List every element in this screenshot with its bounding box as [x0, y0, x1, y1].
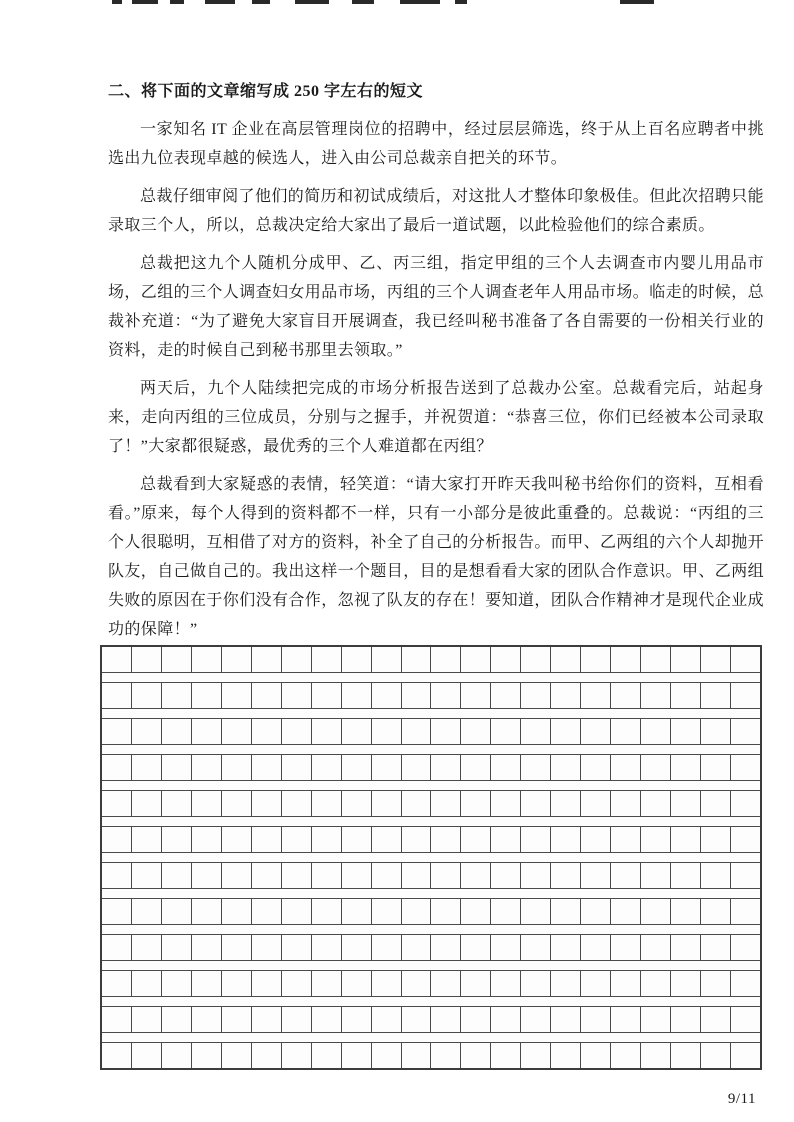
grid-cell	[701, 899, 731, 924]
grid-cell	[521, 935, 551, 960]
grid-cell	[312, 935, 342, 960]
grid-cell	[162, 863, 192, 888]
grid-gap-row	[102, 925, 760, 935]
grid-cell	[372, 1007, 402, 1032]
grid-cell	[252, 1007, 282, 1032]
grid-cell	[252, 791, 282, 816]
grid-cell	[342, 791, 372, 816]
grid-cell	[372, 1043, 402, 1068]
grid-cell	[222, 683, 252, 708]
grid-cell	[641, 647, 671, 672]
grid-cell	[461, 899, 491, 924]
grid-cell	[611, 863, 641, 888]
grid-cell	[372, 755, 402, 780]
grid-cell	[162, 647, 192, 672]
grid-cell	[402, 791, 432, 816]
grid-cell	[551, 935, 581, 960]
grid-cell	[431, 755, 461, 780]
grid-cell	[731, 827, 760, 852]
grid-cell	[132, 719, 162, 744]
grid-cell	[132, 971, 162, 996]
grid-cell	[731, 1007, 760, 1032]
grid-cell	[461, 935, 491, 960]
grid-cell	[671, 1043, 701, 1068]
grid-cell	[282, 935, 312, 960]
grid-cell	[102, 899, 132, 924]
grid-cell	[372, 827, 402, 852]
grid-cell	[731, 791, 760, 816]
grid-cell	[491, 647, 521, 672]
grid-cell	[252, 863, 282, 888]
grid-row	[102, 719, 760, 745]
grid-cell	[132, 791, 162, 816]
grid-cell	[402, 719, 432, 744]
grid-cell	[282, 1007, 312, 1032]
grid-cell	[431, 827, 461, 852]
grid-cell	[282, 719, 312, 744]
grid-gap-row	[102, 709, 760, 719]
grid-cell	[252, 935, 282, 960]
grid-cell	[222, 935, 252, 960]
grid-cell	[162, 791, 192, 816]
grid-cell	[731, 1043, 760, 1068]
grid-cell	[402, 1007, 432, 1032]
grid-cell	[162, 827, 192, 852]
grid-cell	[222, 827, 252, 852]
grid-cell	[641, 791, 671, 816]
article-paragraphs	[108, 115, 764, 644]
grid-cell	[192, 971, 222, 996]
grid-cell	[671, 827, 701, 852]
grid-cell	[491, 1007, 521, 1032]
grid-gap-row	[102, 853, 760, 863]
grid-cell	[372, 935, 402, 960]
grid-cell	[102, 827, 132, 852]
grid-cell	[222, 863, 252, 888]
grid-row	[102, 1043, 760, 1068]
grid-row	[102, 827, 760, 853]
grid-cell	[581, 1007, 611, 1032]
grid-cell	[611, 647, 641, 672]
grid-cell	[611, 791, 641, 816]
grid-cell	[372, 971, 402, 996]
grid-cell	[192, 683, 222, 708]
grid-cell	[581, 683, 611, 708]
grid-cell	[491, 863, 521, 888]
grid-cell	[641, 827, 671, 852]
grid-cell	[701, 647, 731, 672]
grid-cell	[252, 755, 282, 780]
grid-row	[102, 935, 760, 961]
grid-cell	[192, 863, 222, 888]
grid-cell	[402, 971, 432, 996]
grid-cell	[192, 719, 222, 744]
grid-cell	[222, 719, 252, 744]
grid-cell	[611, 971, 641, 996]
grid-cell	[641, 1007, 671, 1032]
grid-cell	[431, 719, 461, 744]
grid-cell	[701, 971, 731, 996]
grid-cell	[491, 971, 521, 996]
grid-gap-row	[102, 673, 760, 683]
grid-cell	[521, 791, 551, 816]
grid-cell	[402, 683, 432, 708]
grid-cell	[312, 971, 342, 996]
grid-gap-row	[102, 961, 760, 971]
grid-cell	[132, 899, 162, 924]
grid-cell	[372, 647, 402, 672]
grid-cell	[431, 899, 461, 924]
grid-cell	[731, 647, 760, 672]
grid-cell	[342, 935, 372, 960]
grid-cell	[461, 647, 491, 672]
grid-cell	[282, 827, 312, 852]
grid-cell	[312, 863, 342, 888]
grid-cell	[342, 863, 372, 888]
grid-cell	[491, 827, 521, 852]
grid-cell	[132, 1007, 162, 1032]
grid-cell	[342, 719, 372, 744]
grid-row	[102, 755, 760, 781]
grid-cell	[611, 719, 641, 744]
grid-cell	[701, 1043, 731, 1068]
grid-cell	[551, 719, 581, 744]
grid-cell	[162, 719, 192, 744]
grid-cell	[132, 863, 162, 888]
grid-cell	[162, 683, 192, 708]
grid-cell	[551, 1043, 581, 1068]
grid-cell	[641, 863, 671, 888]
grid-cell	[701, 827, 731, 852]
exam-section	[108, 78, 764, 653]
grid-cell	[132, 935, 162, 960]
grid-row	[102, 863, 760, 889]
grid-cell	[162, 971, 192, 996]
grid-cell	[641, 683, 671, 708]
grid-cell	[521, 719, 551, 744]
grid-cell	[671, 791, 701, 816]
writing-grid	[100, 645, 762, 1070]
grid-cell	[611, 683, 641, 708]
grid-cell	[551, 683, 581, 708]
grid-cell	[192, 1043, 222, 1068]
grid-cell	[102, 935, 132, 960]
section-heading: 二、将下面的文章缩写成 250 字左右的短文	[108, 83, 424, 100]
grid-cell	[102, 863, 132, 888]
grid-cell	[611, 899, 641, 924]
grid-cell	[671, 935, 701, 960]
grid-cell	[222, 791, 252, 816]
grid-cell	[521, 1007, 551, 1032]
grid-cell	[731, 755, 760, 780]
grid-cell	[252, 683, 282, 708]
grid-cell	[521, 683, 551, 708]
grid-cell	[431, 647, 461, 672]
grid-cell	[431, 791, 461, 816]
grid-cell	[461, 683, 491, 708]
grid-cell	[641, 1043, 671, 1068]
grid-cell	[701, 863, 731, 888]
grid-cell	[222, 1007, 252, 1032]
grid-cell	[252, 971, 282, 996]
grid-cell	[312, 791, 342, 816]
grid-cell	[282, 791, 312, 816]
grid-cell	[671, 755, 701, 780]
article-paragraph: 一家知名 IT 企业在高层管理岗位的招聘中，经过层层筛选，终于从上百名应聘者中挑选出九位表现卓越的候选人，进入由公司总裁亲自把关的环节。	[108, 121, 764, 167]
grid-cell	[491, 935, 521, 960]
grid-cell	[372, 863, 402, 888]
grid-gap-row	[102, 745, 760, 755]
grid-cell	[491, 755, 521, 780]
grid-cell	[192, 935, 222, 960]
grid-cell	[252, 827, 282, 852]
grid-cell	[282, 1043, 312, 1068]
grid-cell	[312, 755, 342, 780]
grid-cell	[132, 755, 162, 780]
grid-cell	[372, 683, 402, 708]
grid-cell	[641, 899, 671, 924]
grid-cell	[731, 971, 760, 996]
grid-cell	[102, 1043, 132, 1068]
grid-cell	[521, 647, 551, 672]
grid-cell	[551, 827, 581, 852]
grid-cell	[342, 647, 372, 672]
grid-cell	[282, 971, 312, 996]
grid-cell	[192, 647, 222, 672]
grid-cell	[701, 935, 731, 960]
grid-cell	[402, 755, 432, 780]
grid-cell	[132, 647, 162, 672]
grid-cell	[372, 719, 402, 744]
grid-cell	[222, 899, 252, 924]
grid-cell	[461, 1007, 491, 1032]
grid-cell	[431, 863, 461, 888]
grid-cell	[192, 827, 222, 852]
grid-cell	[192, 791, 222, 816]
grid-cell	[342, 683, 372, 708]
grid-cell	[611, 935, 641, 960]
grid-cell	[162, 899, 192, 924]
scan-artifacts	[0, 0, 794, 6]
grid-cell	[581, 935, 611, 960]
grid-cell	[641, 971, 671, 996]
grid-cell	[431, 971, 461, 996]
grid-cell	[102, 719, 132, 744]
grid-cell	[731, 863, 760, 888]
grid-row	[102, 971, 760, 997]
grid-gap-row	[102, 1033, 760, 1043]
grid-cell	[312, 647, 342, 672]
grid-cell	[282, 863, 312, 888]
grid-cell	[731, 683, 760, 708]
grid-cell	[641, 755, 671, 780]
grid-cell	[252, 719, 282, 744]
grid-cell	[491, 683, 521, 708]
grid-cell	[282, 683, 312, 708]
grid-cell	[461, 755, 491, 780]
grid-cell	[521, 755, 551, 780]
grid-cell	[701, 791, 731, 816]
grid-cell	[162, 935, 192, 960]
page-number: 9/11	[727, 1091, 756, 1107]
grid-cell	[701, 1007, 731, 1032]
article-paragraph: 总裁仔细审阅了他们的简历和初试成绩后，对这批人才整体印象极佳。但此次招聘只能录取三个人，所以，总裁决定给大家出了最后一道试题，以此检验他们的综合素质。	[108, 188, 764, 234]
grid-cell	[102, 971, 132, 996]
grid-cell	[342, 755, 372, 780]
grid-cell	[581, 827, 611, 852]
grid-cell	[461, 791, 491, 816]
grid-cell	[132, 683, 162, 708]
grid-cell	[461, 1043, 491, 1068]
grid-cell	[342, 1043, 372, 1068]
grid-cell	[312, 899, 342, 924]
grid-cell	[342, 899, 372, 924]
grid-gap-row	[102, 781, 760, 791]
grid-cell	[461, 971, 491, 996]
grid-cell	[402, 1043, 432, 1068]
grid-cell	[731, 899, 760, 924]
grid-cell	[102, 1007, 132, 1032]
grid-cell	[491, 1043, 521, 1068]
grid-cell	[102, 755, 132, 780]
grid-cell	[102, 791, 132, 816]
grid-cell	[162, 1007, 192, 1032]
grid-cell	[491, 719, 521, 744]
grid-cell	[312, 719, 342, 744]
grid-cell	[551, 1007, 581, 1032]
grid-cell	[731, 935, 760, 960]
grid-cell	[581, 899, 611, 924]
grid-row	[102, 899, 760, 925]
grid-cell	[611, 1007, 641, 1032]
grid-cell	[312, 1007, 342, 1032]
grid-cell	[611, 827, 641, 852]
grid-cell	[342, 1007, 372, 1032]
grid-cell	[132, 827, 162, 852]
grid-cell	[521, 1043, 551, 1068]
grid-cell	[581, 1043, 611, 1068]
grid-cell	[162, 755, 192, 780]
grid-cell	[581, 863, 611, 888]
grid-cell	[282, 755, 312, 780]
grid-cell	[671, 971, 701, 996]
grid-cell	[372, 899, 402, 924]
grid-cell	[671, 683, 701, 708]
grid-cell	[611, 1043, 641, 1068]
grid-cell	[551, 971, 581, 996]
grid-cell	[222, 1043, 252, 1068]
grid-cell	[671, 1007, 701, 1032]
grid-cell	[551, 791, 581, 816]
grid-cell	[252, 647, 282, 672]
grid-cell	[102, 683, 132, 708]
article-paragraph: 总裁看到大家疑惑的表情，轻笑道：“请大家打开昨天我叫秘书给你们的资料，互相看看。”原来，每个人得到的资料都不一样，只有一小部分是彼此重叠的。总裁说：“丙组的三个人很聪明，互相借了对方的资料，补全了自己的分析报告。而甲、乙两组的六个人却抛开队友，自己做自己的。我出这样一个题目，目的是想看看大家的团队合作意识。甲、乙两组失败的原因在于你们没有合作，忽视了队友的存在！要知道，团队合作精神才是现代企业成功的保障！”	[108, 476, 765, 638]
grid-cell	[731, 719, 760, 744]
grid-cell	[282, 647, 312, 672]
grid-cell	[192, 1007, 222, 1032]
grid-cell	[431, 1007, 461, 1032]
grid-cell	[192, 899, 222, 924]
grid-cell	[461, 719, 491, 744]
grid-cell	[162, 1043, 192, 1068]
grid-cell	[521, 899, 551, 924]
grid-cell	[521, 863, 551, 888]
grid-cell	[701, 719, 731, 744]
grid-row	[102, 791, 760, 817]
grid-cell	[431, 683, 461, 708]
grid-cell	[222, 971, 252, 996]
grid-cell	[431, 1043, 461, 1068]
grid-cell	[581, 719, 611, 744]
grid-cell	[671, 863, 701, 888]
grid-gap-row	[102, 889, 760, 899]
grid-cell	[402, 863, 432, 888]
grid-cell	[581, 971, 611, 996]
grid-cell	[671, 647, 701, 672]
grid-cell	[641, 935, 671, 960]
grid-cell	[402, 935, 432, 960]
grid-cell	[252, 899, 282, 924]
grid-cell	[252, 1043, 282, 1068]
grid-cell	[521, 827, 551, 852]
grid-cell	[491, 791, 521, 816]
grid-cell	[581, 755, 611, 780]
grid-cell	[222, 647, 252, 672]
grid-cell	[701, 755, 731, 780]
grid-cell	[581, 791, 611, 816]
grid-cell	[192, 755, 222, 780]
grid-cell	[402, 647, 432, 672]
grid-cell	[132, 1043, 162, 1068]
grid-row	[102, 647, 760, 673]
grid-gap-row	[102, 997, 760, 1007]
grid-cell	[611, 755, 641, 780]
grid-cell	[551, 755, 581, 780]
grid-cell	[222, 755, 252, 780]
grid-cell	[701, 683, 731, 708]
grid-cell	[372, 791, 402, 816]
grid-cell	[402, 827, 432, 852]
grid-cell	[461, 863, 491, 888]
grid-cell	[671, 719, 701, 744]
grid-cell	[342, 971, 372, 996]
grid-cell	[312, 683, 342, 708]
grid-cell	[491, 899, 521, 924]
grid-cell	[282, 899, 312, 924]
grid-cell	[312, 827, 342, 852]
article-paragraph: 两天后，九个人陆续把完成的市场分析报告送到了总裁办公室。总裁看完后，站起身来，走向丙组的三位成员，分别与之握手，并祝贺道：“恭喜三位，你们已经被本公司录取了！”大家都很疑惑，最优秀的三个人难道都在丙组？	[108, 380, 764, 455]
grid-cell	[521, 971, 551, 996]
grid-row	[102, 683, 760, 709]
grid-cell	[402, 899, 432, 924]
grid-gap-row	[102, 817, 760, 827]
grid-cell	[551, 899, 581, 924]
grid-cell	[671, 899, 701, 924]
grid-cell	[581, 647, 611, 672]
grid-cell	[312, 1043, 342, 1068]
grid-cell	[551, 647, 581, 672]
grid-cell	[551, 863, 581, 888]
grid-cell	[342, 827, 372, 852]
grid-row	[102, 1007, 760, 1033]
article-paragraph: 总裁把这九个人随机分成甲、乙、丙三组，指定甲组的三个人去调查市内婴儿用品市场，乙组的三个人调查妇女用品市场，丙组的三个人调查老年人用品市场。临走的时候，总裁补充道：“为了避免大家盲目开展调查，我已经叫秘书准备了各自需要的一份相关行业的资料，走的时候自己到秘书那里去领取。”	[108, 255, 765, 359]
grid-cell	[102, 647, 132, 672]
grid-cell	[641, 719, 671, 744]
grid-cell	[461, 827, 491, 852]
grid-cell	[431, 935, 461, 960]
